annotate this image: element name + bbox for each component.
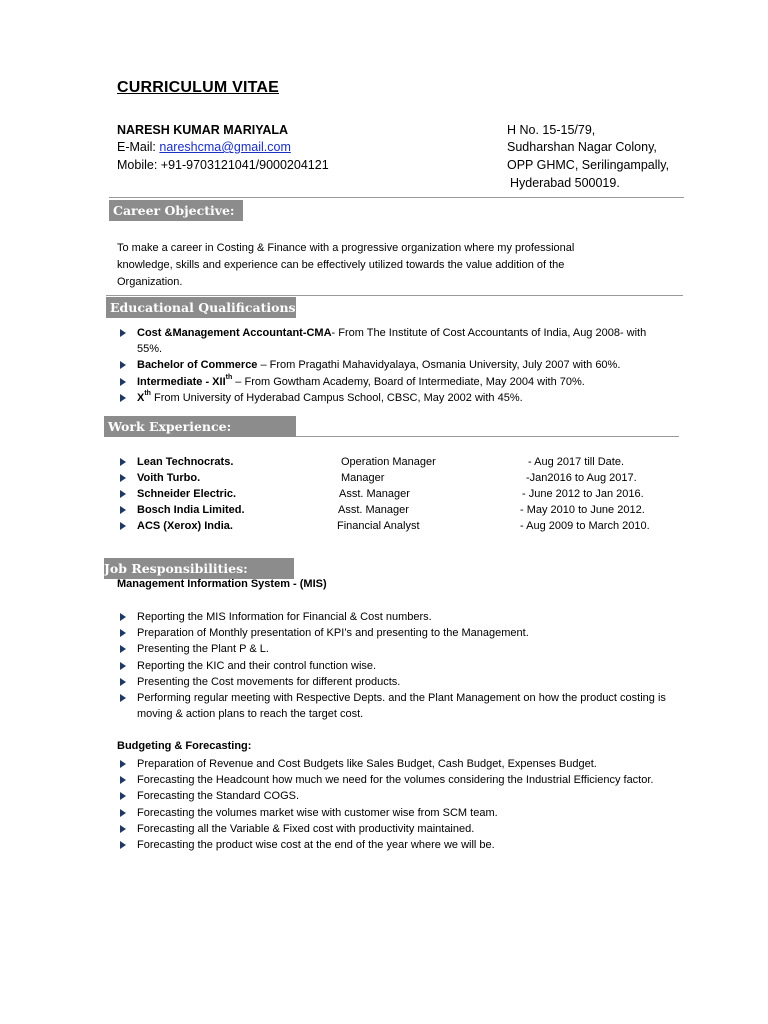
list-item [117, 609, 667, 625]
list-item-text: Forecasting the Headcount how much we need for the volumes considering the Industrial Efficiency factor. [137, 774, 654, 787]
list-item-text: Forecasting the volumes market wise with customer wise from SCM team. [137, 806, 498, 819]
mobile-line: Mobile: +91-9703121041/9000204121 [117, 158, 329, 172]
list-item [117, 837, 667, 853]
qualification-detail: – From Pragathi Mahavidyalaya, Osmania University, July 2007 with 60%. [257, 359, 621, 372]
bullet-arrow-icon [120, 760, 126, 768]
bullet-arrow-icon [120, 792, 126, 800]
company-name: Schneider Electric. [137, 488, 237, 500]
section-education: Educational Qualifications: [106, 297, 296, 318]
section-career-objective: Career Objective: [109, 200, 243, 221]
email-line [117, 140, 291, 154]
list-item-text: Reporting the KIC and their control function wise. [137, 659, 377, 672]
bullet-arrow-icon [120, 474, 126, 482]
address-line-4: Hyderabad 500019. [510, 176, 620, 190]
section-job-responsibilities: Job Responsibilities: [104, 558, 294, 579]
bullet-arrow-icon [120, 522, 126, 530]
job-role: Operation Manager [341, 456, 436, 468]
list-item-text: Performing regular meeting with Respective Depts. and the Plant Management on how the product costing is moving & action plans to reach the target cost. [137, 692, 666, 721]
bullet-arrow-icon [120, 490, 126, 498]
bullet-arrow-icon [120, 678, 126, 686]
address-line-2: Sudharshan Nagar Colony, [507, 140, 657, 154]
list-item [117, 690, 667, 722]
experience-row [117, 502, 677, 518]
job-role: Financial Analyst [337, 520, 420, 532]
list-item [117, 357, 657, 373]
candidate-name: NARESH KUMAR MARIYALA [117, 123, 289, 137]
email-link[interactable]: nareshcma@gmail.com [159, 140, 291, 154]
mis-list [117, 609, 667, 722]
bullet-arrow-icon [120, 506, 126, 514]
job-duration: - June 2012 to Jan 2016. [522, 488, 644, 500]
list-item [117, 374, 657, 390]
section-work-experience: Work Experience: [104, 416, 296, 437]
qualification-name: X [137, 391, 145, 404]
bullet-arrow-icon [120, 361, 126, 369]
bullet-arrow-icon [120, 645, 126, 653]
qualification-name: Intermediate - XII [137, 375, 226, 388]
document-title: CURRICULUM VITAE [117, 79, 280, 96]
company-name: Bosch India Limited. [137, 504, 245, 516]
qualification-name: Bachelor of Commerce [137, 359, 258, 372]
address-line-1: H No. 15-15/79, [507, 123, 596, 137]
bullet-arrow-icon [120, 613, 126, 621]
experience-row [117, 454, 677, 470]
list-item-text: Forecasting the Standard COGS. [137, 790, 300, 803]
list-item-text: Presenting the Cost movements for different products. [137, 675, 401, 688]
list-item-text: Forecasting the product wise cost at the end of the year where we will be. [137, 839, 495, 852]
superscript: th [144, 389, 151, 397]
company-name: ACS (Xerox) India. [137, 520, 233, 532]
list-item [117, 625, 667, 641]
list-item [117, 756, 667, 772]
email-label: E-Mail: [117, 140, 160, 154]
list-item-text: Forecasting all the Variable & Fixed cost with productivity maintained. [137, 822, 475, 835]
budgeting-heading: Budgeting & Forecasting: [117, 740, 252, 752]
bullet-arrow-icon [120, 776, 126, 784]
superscript: th [225, 373, 233, 381]
bullet-arrow-icon [120, 809, 126, 817]
company-name: Voith Turbo. [137, 472, 201, 484]
bullet-arrow-icon [120, 662, 126, 670]
job-duration: - Aug 2017 till Date. [528, 456, 625, 468]
divider [109, 197, 684, 198]
list-item [117, 674, 667, 690]
job-duration: -Jan2016 to Aug 2017. [526, 472, 637, 484]
bullet-arrow-icon [120, 394, 126, 402]
list-item [117, 325, 657, 357]
list-item [117, 641, 667, 657]
company-name: Lean Technocrats. [137, 456, 234, 468]
bullet-arrow-icon [120, 629, 126, 637]
experience-row [117, 486, 677, 502]
job-duration: - Aug 2009 to March 2010. [520, 520, 650, 532]
bullet-arrow-icon [120, 825, 126, 833]
list-item [117, 390, 657, 406]
list-item [117, 805, 667, 821]
list-item-text: Presenting the Plant P & L. [137, 643, 269, 656]
qualification-detail: From University of Hyderabad Campus School, CBSC, May 2002 with 45%. [150, 391, 523, 404]
experience-row [117, 470, 677, 486]
job-duration: - May 2010 to June 2012. [520, 504, 645, 516]
mis-heading: Management Information System - (MIS) [117, 578, 327, 590]
list-item [117, 821, 667, 837]
qualification-name: Cost &Management Accountant-CMA [137, 327, 332, 339]
bullet-arrow-icon [120, 694, 126, 702]
bullet-arrow-icon [120, 841, 126, 849]
list-item [117, 658, 667, 674]
qualification-detail: - From The Institute of Cost Accountants of India, Aug 2008- with 55%. [137, 327, 647, 356]
list-item [117, 772, 667, 788]
bullet-arrow-icon [120, 329, 126, 337]
list-item-text: Preparation of Revenue and Cost Budgets like Sales Budget, Cash Budget, Expenses Budget. [137, 758, 597, 770]
job-role: Asst. Manager [339, 488, 410, 500]
job-role: Manager [341, 472, 385, 484]
experience-row [117, 518, 677, 534]
job-role: Asst. Manager [338, 504, 409, 516]
address-line-3: OPP GHMC, Serilingampally, [507, 158, 670, 172]
list-item [117, 788, 667, 804]
education-list [117, 325, 657, 406]
list-item-text: Preparation of Monthly presentation of KPI’s and presenting to the Management. [137, 627, 529, 640]
bullet-arrow-icon [120, 458, 126, 466]
divider [106, 295, 683, 296]
objective-text: To make a career in Costing & Finance with a progressive organization where my professional knowledge, skills and experience can be effectively utilized towards the value addition of the Organization. [117, 242, 575, 288]
list-item-text: Reporting the MIS Information for Financial & Cost numbers. [137, 611, 432, 623]
budgeting-list [117, 756, 667, 853]
qualification-detail: – From Gowtham Academy, Board of Intermediate, May 2004 with 70%. [232, 375, 585, 388]
bullet-arrow-icon [120, 378, 126, 386]
